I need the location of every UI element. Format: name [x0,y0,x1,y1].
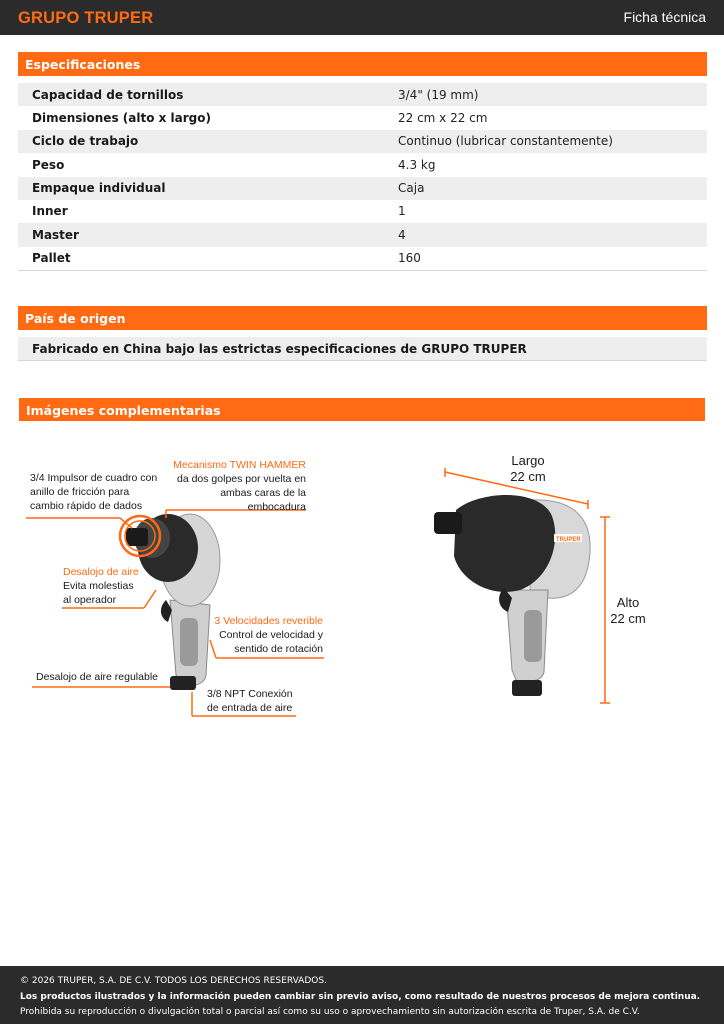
spec-value: Continuo (lubricar constantemente) [398,134,613,149]
callout-npt: 3/8 NPT Conexión de entrada de aire [207,688,293,714]
origin-section-header: País de origen [18,306,707,330]
brand-logo: GRUPO TRUPER [18,9,154,27]
top-bar [0,0,724,35]
spec-row [18,177,707,200]
spec-label: Capacidad de tornillos [32,87,184,102]
callout-twin-hammer: Mecanismo TWIN HAMMER da dos golpes por vuelta en ambas caras de la embocadura [173,459,306,513]
spec-value: 4 [398,227,406,242]
footer-notice: Los productos ilustrados y la información pueden cambiar sin previo aviso, como resultado de nuestros procesos de mejora continua. [20,991,701,1002]
callout-regulable: Desalojo de aire regulable [36,671,158,683]
spec-row [18,130,707,153]
spec-label: Ciclo de trabajo [32,134,139,149]
callout-desalojo: Desalojo de aire Evita molestias al operador [63,566,139,606]
spec-row [18,153,707,176]
spec-label: Master [32,227,79,242]
footer-copyright: © 2026 TRUPER, S.A. DE C.V. TODOS LOS DERECHOS RESERVADOS. [20,976,327,986]
spec-label: Dimensiones (alto x largo) [32,110,211,125]
spec-label: Peso [32,157,65,172]
impact-wrench-dimensions-image [420,460,620,710]
origin-text: Fabricado en China bajo las estrictas especificaciones de GRUPO TRUPER [18,337,707,361]
spec-row [18,200,707,223]
spec-row [18,106,707,129]
spec-label: Pallet [32,251,71,266]
spec-label: Inner [32,204,68,219]
spec-value: 22 cm x 22 cm [398,110,488,125]
spec-row [18,247,707,270]
spec-value: 3/4" (19 mm) [398,87,479,102]
spec-row [18,83,707,106]
tool-brand-mark: TRUPER [556,537,581,543]
footer-prohibition: Prohibida su reproducción o divulgación total o parcial así como su uso o aprovechamiento sin autorización escrita de Truper, S.A. de C.V. [20,1007,640,1017]
spec-value: 4.3 kg [398,157,436,172]
callout-impulsor: 3/4 Impulsor de cuadro con anillo de fricción para cambio rápido de dados [30,472,158,512]
dimension-alto: Alto 22 cm [610,595,646,626]
spec-value: Caja [398,181,425,196]
callout-velocidades: 3 Velocidades reverible Control de velocidad y sentido de rotación [214,615,323,655]
document-type: Ficha técnica [623,9,706,25]
footer [0,966,724,1024]
spec-value: 160 [398,251,421,266]
spec-row [18,223,707,246]
dimension-largo: Largo 22 cm [510,453,546,484]
specs-section-header: Especificaciones [18,52,707,76]
images-section-header: Imágenes complementarias [19,398,705,421]
specs-table [18,83,707,271]
spec-label: Empaque individual [32,181,166,196]
spec-value: 1 [398,204,406,219]
